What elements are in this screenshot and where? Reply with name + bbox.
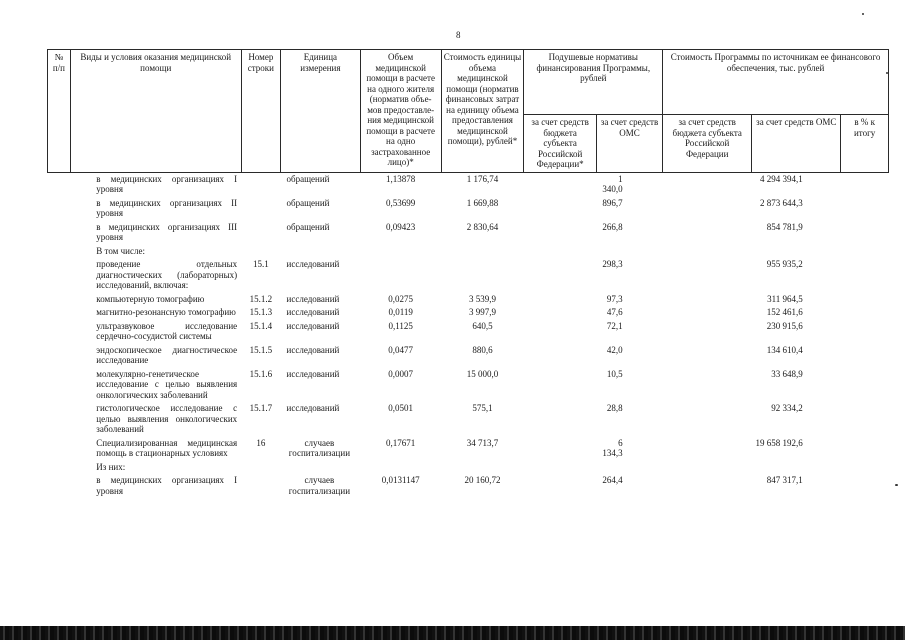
cell-type: проведение отдельных диагностических (лабораторных) исследований, включая: <box>96 259 238 290</box>
cell-sources-pct <box>841 402 889 437</box>
cell-num <box>48 306 71 320</box>
header-percapita-budget: за счет средств бюджета субъекта Российской Федерации* <box>524 115 597 173</box>
program-cost-table <box>47 49 889 498</box>
header-sources: Стоимость Программы по источникам ее финансового обеспечения, тыс. рублей <box>663 50 889 115</box>
header-percapita: Подушевые нормативы финансирования Программы, рублей <box>524 50 663 115</box>
cell-sources-budget <box>663 368 752 403</box>
cell-cost: 2 830,64 <box>466 221 499 232</box>
cell-num <box>48 320 71 344</box>
cell-sources-pct <box>841 221 889 245</box>
cell-sources-oms: 230 915,6 <box>766 320 803 331</box>
cell-unit: случаев госпитализации <box>288 437 351 458</box>
cell-sources-pct <box>841 258 889 293</box>
cell-percapita-oms: 10,5 <box>606 368 623 379</box>
cell-percapita-budget <box>524 306 597 320</box>
cell-percapita-oms: 97,3 <box>606 293 623 304</box>
cell-sources-pct <box>841 172 889 197</box>
cell-cost: 15 000,0 <box>466 368 499 379</box>
header-volume: Объем медицинской помощи в расчете на одного жителя (норматив объе-мов предоставле-ния медицинской помощи в расчете на одно застрахованное лицо)* <box>360 50 441 173</box>
cell-sources-oms: 19 658 192,6 <box>755 437 803 448</box>
cell-cost: 3 539,9 <box>468 293 496 304</box>
cell-row <box>241 172 280 197</box>
cell-cost: 640,5 <box>472 320 493 331</box>
cell-sources-pct <box>841 437 889 461</box>
cell-percapita-budget <box>524 172 597 197</box>
cell-sources-oms: 152 461,6 <box>766 307 803 317</box>
header-num: № п/п <box>48 50 71 173</box>
cell-unit: исследований <box>286 344 340 355</box>
cell-type: молекулярно-генетическое исследование с целью выявления онкологических заболеваний <box>96 368 238 400</box>
cell-cost: 575,1 <box>472 403 493 413</box>
cell-percapita-oms: 264,4 <box>602 475 623 485</box>
cell-sources-oms <box>752 245 841 259</box>
scan-speck <box>862 13 864 15</box>
cell-type: ультразвуковое исследование сердечно-сосудистой системы <box>96 320 238 341</box>
cell-type: в медицинских организациях II уровня <box>96 197 238 218</box>
cell-percapita-budget <box>524 293 597 307</box>
cell-volume: 0,53699 <box>386 197 416 208</box>
cell-sources-budget <box>663 474 752 498</box>
cell-percapita-budget <box>524 368 597 403</box>
cell-sources-budget <box>663 197 752 221</box>
cell-row: 15.1.5 <box>249 344 273 355</box>
cell-percapita-oms <box>596 245 662 259</box>
cell-sources-budget <box>663 245 752 259</box>
table-row <box>48 245 889 259</box>
cell-percapita-oms <box>596 461 662 475</box>
cell-type: гистологическое исследование с целью выявления онкологических заболеваний <box>96 403 238 434</box>
table-row <box>48 437 889 461</box>
cell-cost: 20 160,72 <box>464 475 501 485</box>
table-row <box>48 197 889 221</box>
header-sources-budget: за счет средств бюджета субъекта Российской Федерации <box>663 115 752 173</box>
cell-volume <box>360 258 441 293</box>
cell-sources-budget <box>663 258 752 293</box>
scan-edge-strip <box>0 626 905 640</box>
cell-unit: исследований <box>286 368 340 379</box>
cell-percapita-budget <box>524 461 597 475</box>
cell-type: магнитно-резонансную томографию <box>96 307 236 317</box>
cell-type: В том числе: <box>96 245 145 256</box>
cell-row: 15.1.4 <box>249 320 273 331</box>
cell-percapita-budget <box>524 474 597 498</box>
cell-sources-oms: 311 964,5 <box>767 293 803 304</box>
cell-num <box>48 172 71 197</box>
cell-sources-pct <box>841 474 889 498</box>
cell-percapita-oms: 28,8 <box>606 403 623 413</box>
table-row <box>48 258 889 293</box>
cell-unit: исследований <box>286 320 340 331</box>
cell-unit: обращений <box>286 173 330 184</box>
cell-percapita-oms: 72,1 <box>606 320 623 331</box>
cell-sources-oms: 847 317,1 <box>766 475 803 485</box>
table-body <box>48 172 889 498</box>
table-row <box>48 344 889 368</box>
cell-volume: 0,0275 <box>388 293 414 304</box>
cell-volume: 0,0007 <box>388 368 414 379</box>
cell-num <box>48 344 71 368</box>
cell-row: 16 <box>256 437 266 448</box>
cell-volume: 0,0119 <box>388 307 413 317</box>
cell-sources-budget <box>663 437 752 461</box>
cell-percapita-budget <box>524 344 597 368</box>
cell-row: 15.1 <box>252 259 269 269</box>
cell-sources-oms: 134 610,4 <box>766 344 803 355</box>
cell-num <box>48 197 71 221</box>
cell-type: в медицинских организациях I уровня <box>96 475 238 496</box>
cell-volume: 0,0131147 <box>381 475 420 485</box>
cell-sources-pct <box>841 293 889 307</box>
cell-num <box>48 402 71 437</box>
cell-row: 15.1.7 <box>249 403 273 413</box>
cell-cost: 34 713,7 <box>466 437 499 448</box>
cell-num <box>48 461 71 475</box>
header-unit: Единица измерения <box>281 50 361 173</box>
header-row: Номер строки <box>241 50 280 173</box>
cell-unit: обращений <box>286 221 330 232</box>
cell-row: 15.1.3 <box>249 307 273 317</box>
table-header <box>48 50 889 173</box>
cell-num <box>48 245 71 259</box>
cell-sources-pct <box>841 368 889 403</box>
table-row <box>48 461 889 475</box>
cell-sources-oms: 955 935,2 <box>766 259 803 269</box>
table-row <box>48 293 889 307</box>
cell-percapita-oms: 42,0 <box>606 344 623 355</box>
cell-row <box>241 461 280 475</box>
cell-percapita-budget <box>524 320 597 344</box>
scan-speck <box>895 484 898 486</box>
cell-volume: 0,17671 <box>386 437 416 448</box>
cell-sources-oms: 2 873 644,3 <box>760 197 803 208</box>
cell-unit: исследований <box>286 259 340 269</box>
cell-percapita-budget <box>524 221 597 245</box>
cell-percapita-budget <box>524 197 597 221</box>
cell-num <box>48 437 71 461</box>
cell-type: эндоскопическое диагностическое исследование <box>96 344 238 365</box>
cell-sources-budget <box>663 306 752 320</box>
cell-cost: 880,6 <box>472 344 493 355</box>
cell-cost: 3 997,9 <box>468 307 496 317</box>
cell-volume: 1,13878 <box>386 173 416 184</box>
table-row <box>48 221 889 245</box>
cell-volume <box>360 461 441 475</box>
cell-type: в медицинских организациях III уровня <box>96 221 238 242</box>
cell-percapita-budget <box>524 258 597 293</box>
cell-unit: обращений <box>286 197 330 208</box>
table-row <box>48 172 889 197</box>
cell-cost: 1 669,88 <box>466 197 499 208</box>
table-row <box>48 402 889 437</box>
cell-sources-oms: 92 334,2 <box>771 403 803 413</box>
cell-percapita-oms: 47,6 <box>606 307 623 317</box>
cell-volume: 0,0477 <box>388 344 414 355</box>
cell-sources-oms: 33 648,9 <box>771 368 803 379</box>
cell-volume <box>360 245 441 259</box>
cell-sources-budget <box>663 320 752 344</box>
cell-num <box>48 258 71 293</box>
cell-row: 15.1.6 <box>249 368 273 379</box>
cell-percapita-oms: 1 340,0 <box>602 173 623 194</box>
cell-sources-budget <box>663 293 752 307</box>
table-row <box>48 306 889 320</box>
cell-row <box>241 221 280 245</box>
header-cost: Стоимость единицы объема медицинской помощи (норматив финансовых затрат на единицу объема предоставления медицинской помощи), рублей* <box>441 50 524 173</box>
cell-cost <box>441 245 524 259</box>
cell-sources-budget <box>663 172 752 197</box>
cell-sources-pct <box>841 344 889 368</box>
cell-sources-oms <box>752 461 841 475</box>
header-sources-oms: за счет средств ОМС <box>752 115 841 173</box>
cell-sources-pct <box>841 306 889 320</box>
cell-volume: 0,09423 <box>386 221 416 232</box>
cell-sources-oms: 4 294 394,1 <box>760 173 803 184</box>
cell-num <box>48 293 71 307</box>
cell-percapita-oms: 6 134,3 <box>602 437 623 458</box>
cell-row <box>241 474 280 498</box>
cell-sources-pct <box>841 320 889 344</box>
cell-unit: исследований <box>286 293 340 304</box>
page-number: 8 <box>456 30 461 40</box>
cell-unit: случаев госпитализации <box>288 475 351 496</box>
header-type: Виды и условия оказания медицинской помощи <box>70 50 241 173</box>
cell-num <box>48 474 71 498</box>
cell-percapita-oms: 298,3 <box>602 259 623 269</box>
cell-cost: 1 176,74 <box>466 173 499 184</box>
cell-row <box>241 197 280 221</box>
table-row <box>48 474 889 498</box>
cell-percapita-budget <box>524 402 597 437</box>
cell-type: Специализированная медицинская помощь в стационарных условиях <box>96 437 238 458</box>
cell-sources-budget <box>663 402 752 437</box>
table-row <box>48 368 889 403</box>
header-percapita-oms: за счет средств ОМС <box>596 115 662 173</box>
cell-sources-budget <box>663 221 752 245</box>
cell-sources-pct <box>841 461 889 475</box>
table-row <box>48 320 889 344</box>
cell-num <box>48 221 71 245</box>
cell-type: в медицинских организациях I уровня <box>96 173 238 194</box>
cell-sources-budget <box>663 344 752 368</box>
cell-percapita-budget <box>524 245 597 259</box>
cell-percapita-oms: 896,7 <box>602 197 623 208</box>
cell-cost <box>441 258 524 293</box>
cell-volume: 0,1125 <box>388 320 413 331</box>
cell-unit <box>281 245 361 259</box>
cell-percapita-oms: 266,8 <box>602 221 623 232</box>
cell-sources-pct <box>841 197 889 221</box>
cell-type: Из них: <box>96 461 126 472</box>
cell-row <box>241 245 280 259</box>
cell-num <box>48 368 71 403</box>
cell-sources-oms: 854 781,9 <box>766 221 803 232</box>
cell-cost <box>441 461 524 475</box>
cell-unit: исследований <box>286 403 340 413</box>
cell-percapita-budget <box>524 437 597 461</box>
cell-row: 15.1.2 <box>249 293 273 304</box>
header-sources-pct: в % к итогу <box>841 115 889 173</box>
cell-unit <box>281 461 361 475</box>
cell-sources-budget <box>663 461 752 475</box>
cell-type: компьютерную томографию <box>96 293 205 304</box>
cell-sources-pct <box>841 245 889 259</box>
cell-volume: 0,0501 <box>388 403 414 413</box>
scan-speck <box>886 72 888 74</box>
cell-unit: исследований <box>286 307 340 317</box>
